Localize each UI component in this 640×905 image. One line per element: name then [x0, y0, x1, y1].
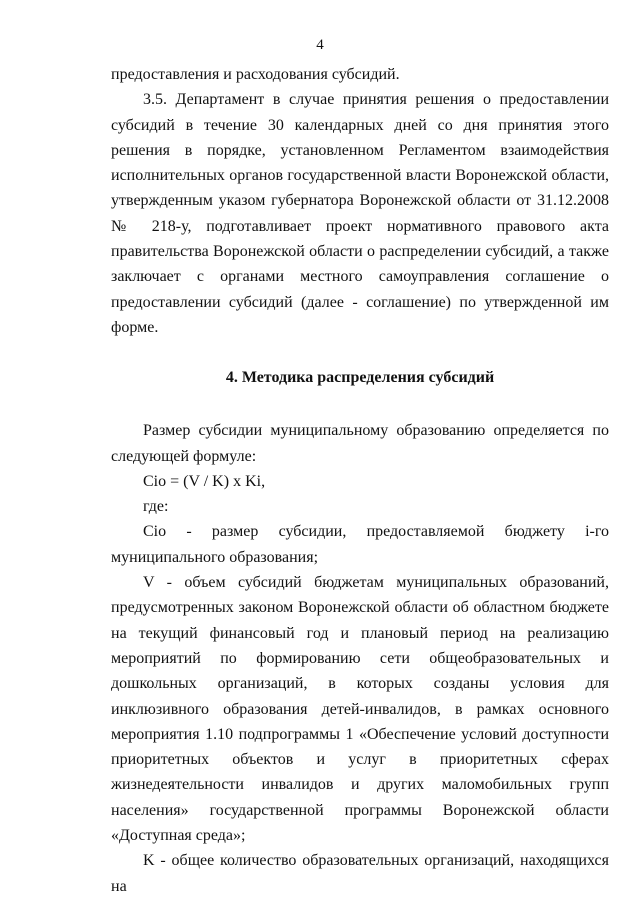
section-heading: 4. Методика распределения субсидий [225, 369, 495, 387]
paragraph-continuation: предоставления и расходования субсидий. [111, 66, 400, 83]
definition-k: K - общее количество образовательных организаций, находящихся на [111, 852, 609, 895]
section-heading-wrap [111, 340, 609, 418]
document-body [111, 62, 609, 899]
paragraph-subsidy-size: Размер субсидии муниципальному образованию определяется по следующей формуле: [111, 422, 609, 465]
where-label: где: [143, 498, 169, 516]
definition-cio: Cio - размер субсидии, предоставляемой бюджету i-го муниципального образования; [111, 523, 609, 566]
definition-v: V - объем субсидий бюджетам муниципальных образований, предусмотренных законом Воронежской области об областном бюджете на текущий финансовый год и плановый период на реализацию мероприятий по формированию сети общеобразовательных и дошкольных организаций, в которых созданы условия для инклюзивного образования детей-инвалидов, в рамках основного мероприятия 1.10 подпрограммы 1 «Обеспечение условий доступности приоритетных объектов и услуг в приоритетных сферах жизнедеятельности инвалидов и других маломобильных групп населения» государственной программы Воронежской области «Доступная среда»; [111, 574, 609, 845]
page-number: 4 [316, 37, 324, 53]
paragraph-3-5: 3.5. Департамент в случае принятия решения о предоставлении субсидий в течение 30 календарных дней со дня принятия этого решения в порядке, установленном Регламентом взаимодействия исполнительных органов государственной власти Воронежской области, утвержденным указом губернатора Воронежской области от 31.12.2008 № 218-у, подготавливает проект нормативного правового акта правительства Воронежской области о распределении субсидий, а также заключает с органами местного самоуправления соглашение о предоставлении субсидий (далее - соглашение) по утвержденной им форме. [111, 91, 609, 336]
formula: Cio = (V / K) x Ki, [143, 472, 266, 490]
